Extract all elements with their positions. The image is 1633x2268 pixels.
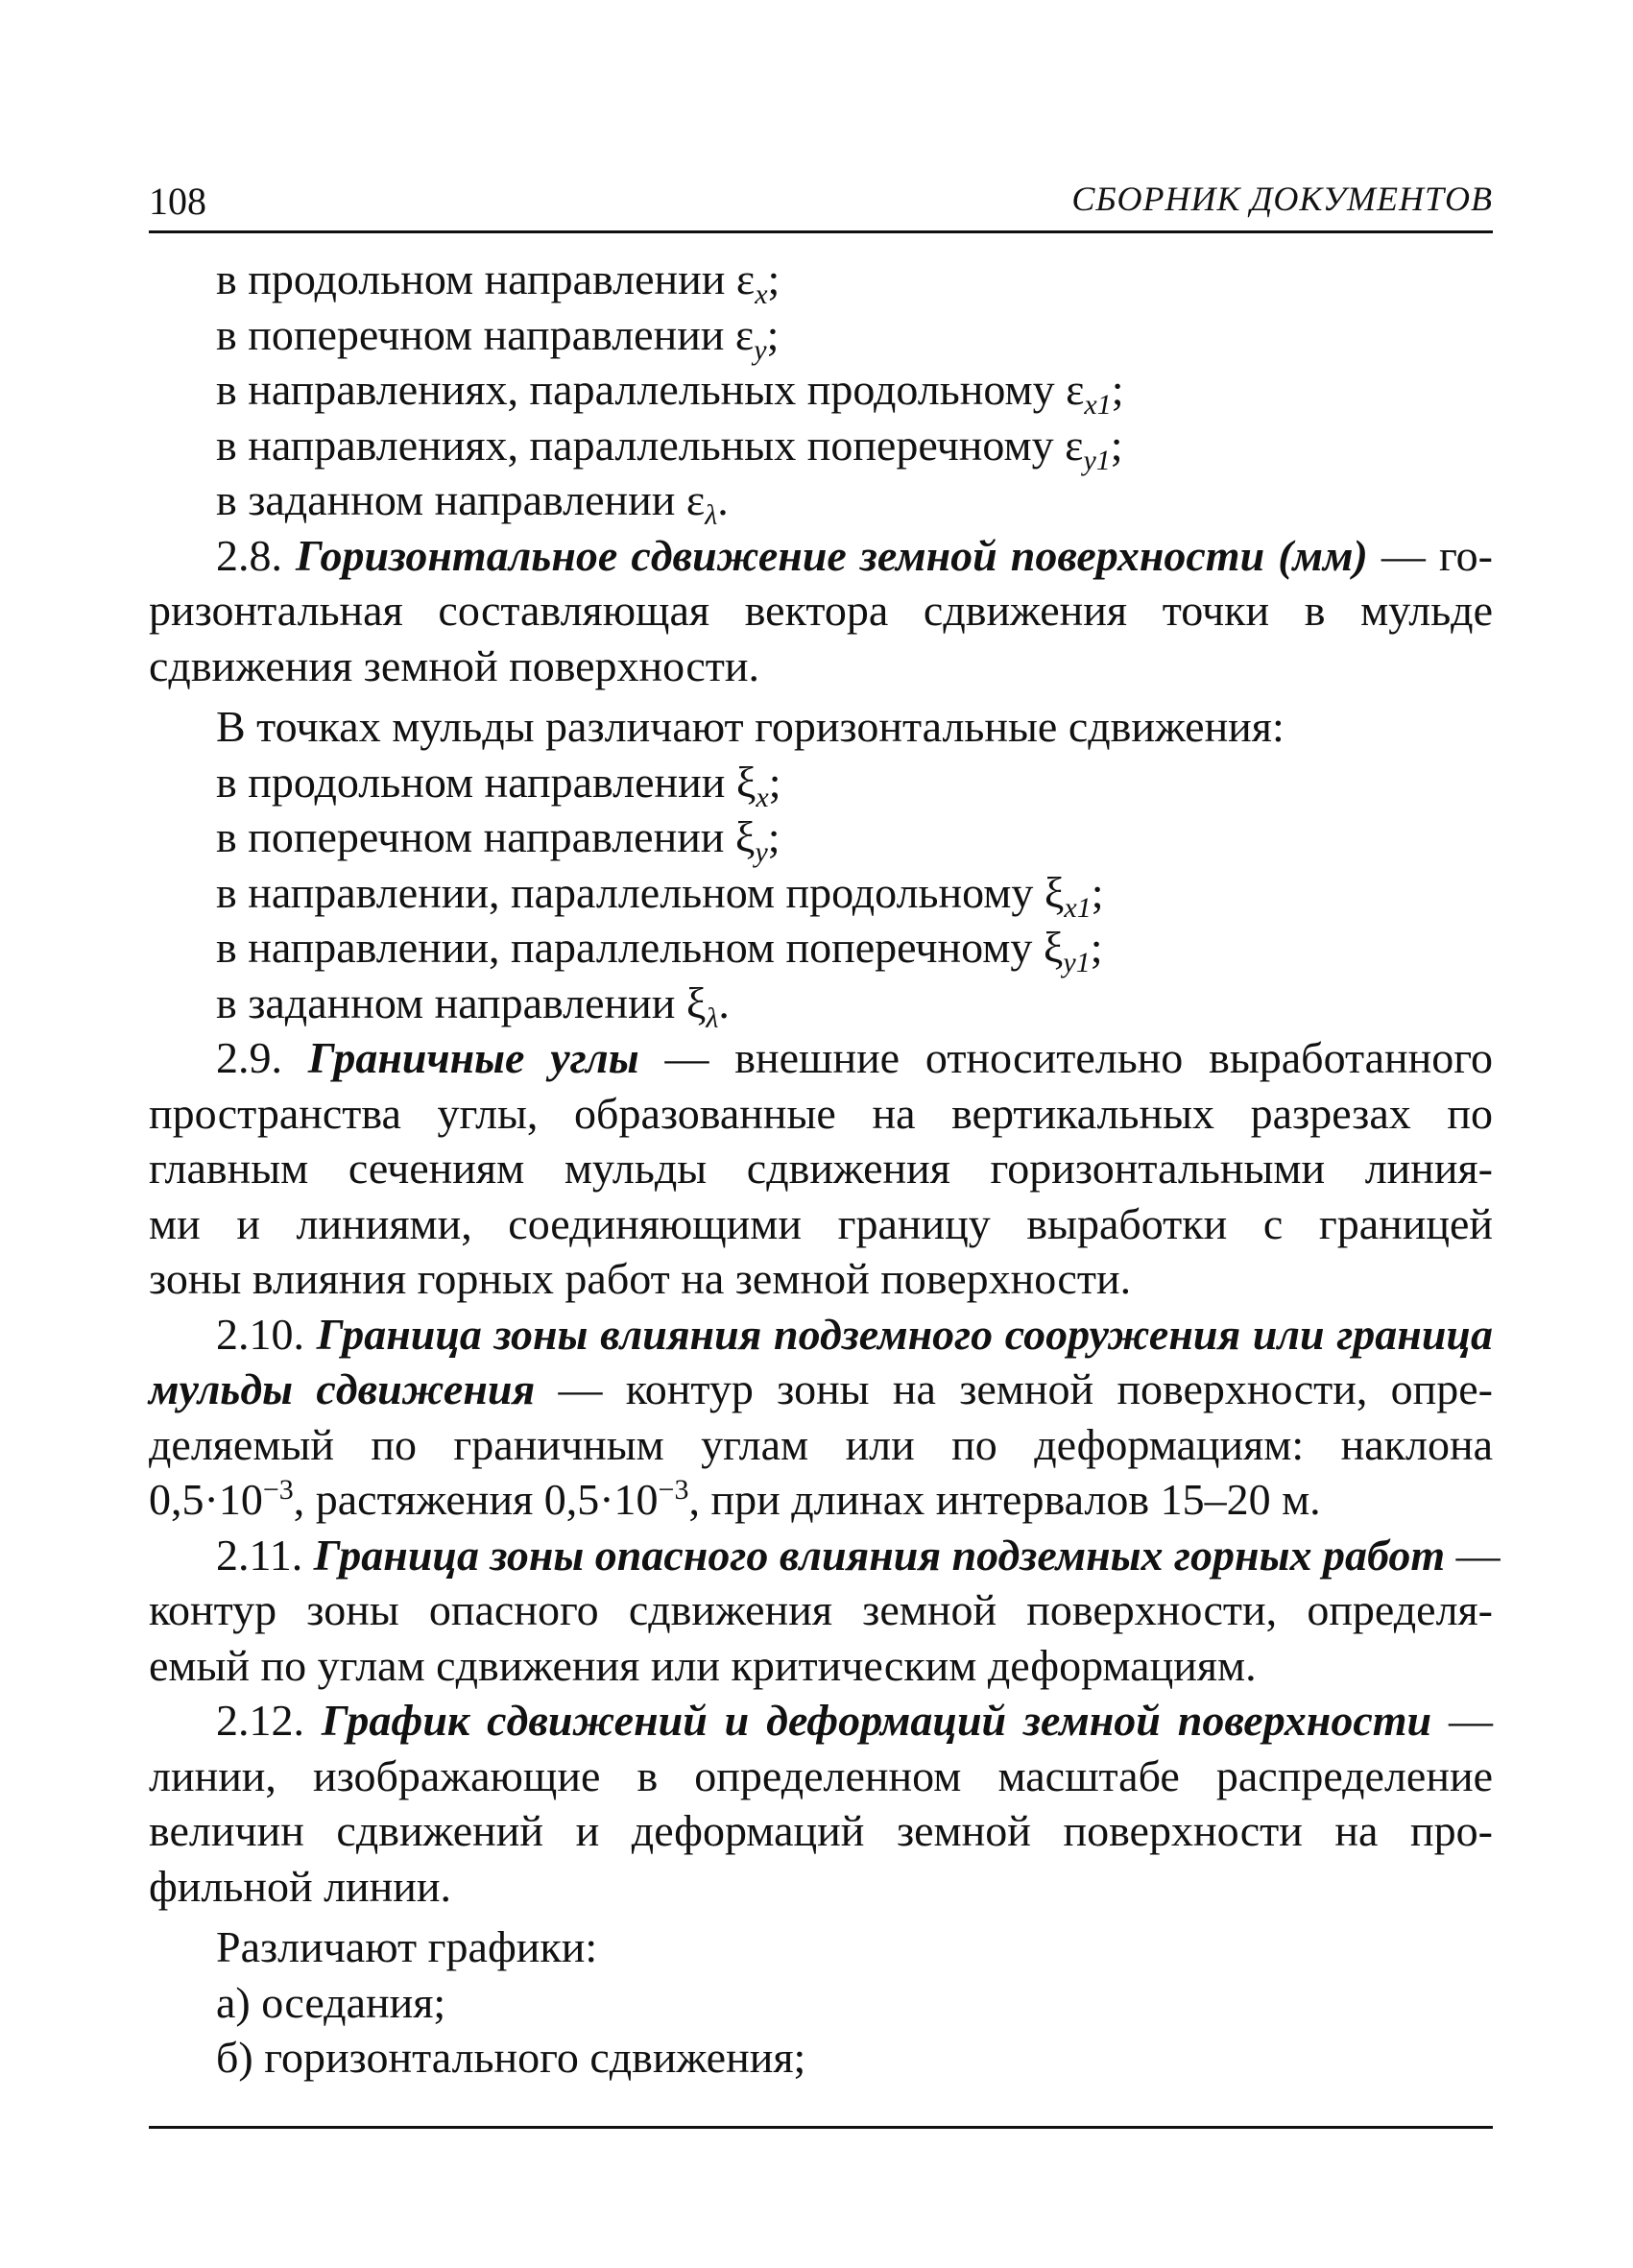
paragraph-line: 2.10. Граница зоны влияния подземного сооружения или граница bbox=[216, 1309, 1494, 1359]
paragraph-line: 2.9. Граничные углы — внешние относительно выработанного bbox=[216, 1033, 1493, 1082]
term: Граница зоны влияния подземного сооружения или граница bbox=[316, 1309, 1494, 1359]
paragraph-line: 2.11. Граница зоны опасного влияния подземных горных работ — bbox=[216, 1530, 1501, 1580]
paragraph-2-12 bbox=[149, 1693, 1493, 1914]
term: Граница зоны опасного влияния подземных горных работ bbox=[313, 1530, 1446, 1580]
list-item: б) горизонтального сдвижения; bbox=[216, 2033, 806, 2082]
paragraph-line: фильной линии. bbox=[149, 1861, 452, 1911]
list-item: в заданном направлении $\varepsilon_\lambda$. bbox=[216, 475, 729, 531]
footer-rule bbox=[149, 2126, 1493, 2129]
term: Граничные углы bbox=[307, 1033, 639, 1082]
paragraph-line: 2.12. График сдвижений и деформаций земной поверхности — bbox=[216, 1696, 1494, 1745]
page-number: 108 bbox=[149, 180, 206, 223]
paragraph-line: пространства углы, образованные на вертикальных разрезах по bbox=[149, 1088, 1493, 1138]
paragraph-intro: В точках мульды различают горизонтальные сдвижения: bbox=[216, 702, 1285, 751]
paragraph-2-8 bbox=[149, 528, 1493, 694]
paragraph-line: сдвижения земной поверхности. bbox=[149, 640, 759, 690]
paragraph-line: контур зоны опасного сдвижения земной поверхности, определя- bbox=[149, 1585, 1493, 1634]
list-item: в заданном направлении $\xi_\lambda$. bbox=[216, 977, 730, 1034]
list-item: в поперечном направлении $\varepsilon_y$; bbox=[216, 309, 780, 366]
paragraph-line: 2.8. Горизонтальное сдвижение земной поверхности (мм) — го- bbox=[216, 530, 1493, 580]
list-item: в направлении, параллельном поперечному $\xi_{y1}$; bbox=[216, 923, 1103, 978]
paragraph-line: величин сдвижений и деформаций земной поверхности на про- bbox=[149, 1806, 1493, 1855]
body-text bbox=[149, 252, 1501, 2086]
term: Горизонтальное сдвижение земной поверхности (мм) bbox=[296, 530, 1368, 580]
paragraph-line: главным сечениям мульды сдвижения горизонтальными линия- bbox=[149, 1144, 1493, 1193]
running-title: СБОРНИК ДОКУМЕНТОВ bbox=[1071, 180, 1493, 218]
list-item: в направлениях, параллельных поперечному $\varepsilon_{y1}$; bbox=[216, 420, 1123, 476]
list-item: в поперечном направлении $\xi_y$; bbox=[216, 812, 780, 868]
paragraph-intro: Различают графики: bbox=[216, 1922, 598, 1971]
paragraph-line: ми и линиями, соединяющими границу выработки с границей bbox=[149, 1198, 1493, 1248]
list-item: в направлении, параллельном продольному $\xi_{x1}$; bbox=[216, 867, 1104, 924]
paragraph-line: ризонтальная составляющая вектора сдвижения точки в мульде bbox=[149, 586, 1493, 635]
paragraph-line: мульды сдвижения — контур зоны на земной поверхности, опре- bbox=[149, 1364, 1493, 1413]
paragraph-line: линии, изображающие в определенном масштабе распределение bbox=[149, 1750, 1493, 1800]
paragraph-2-11 bbox=[149, 1528, 1501, 1694]
list-item: в направлениях, параллельных продольному $\varepsilon_{x1}$; bbox=[216, 365, 1124, 421]
term: График сдвижений и деформаций земной поверхности bbox=[321, 1696, 1432, 1745]
paragraph-2-9 bbox=[149, 1030, 1493, 1307]
paragraph-line: деляемый по граничным углам или по деформациям: наклона bbox=[149, 1419, 1493, 1469]
page-header bbox=[149, 175, 1493, 233]
paragraph-line: $0,5\cdot 10^{-3}$, растяжения $0,5\cdot 10^{-3}$, при длинах интервалов 15–20 м. bbox=[149, 1474, 1321, 1524]
list-item: а) оседания; bbox=[216, 1977, 446, 2027]
list-item: в продольном направлении $\varepsilon_x$; bbox=[216, 254, 780, 310]
term: мульды сдвижения bbox=[149, 1364, 536, 1413]
paragraph-2-10 bbox=[149, 1307, 1493, 1528]
paragraph-line: зоны влияния горных работ на земной поверхности. bbox=[149, 1254, 1132, 1303]
list-item: в продольном направлении $\xi_x$; bbox=[216, 757, 781, 813]
paragraph-line: емый по углам сдвижения или критическим деформациям. bbox=[149, 1640, 1257, 1690]
